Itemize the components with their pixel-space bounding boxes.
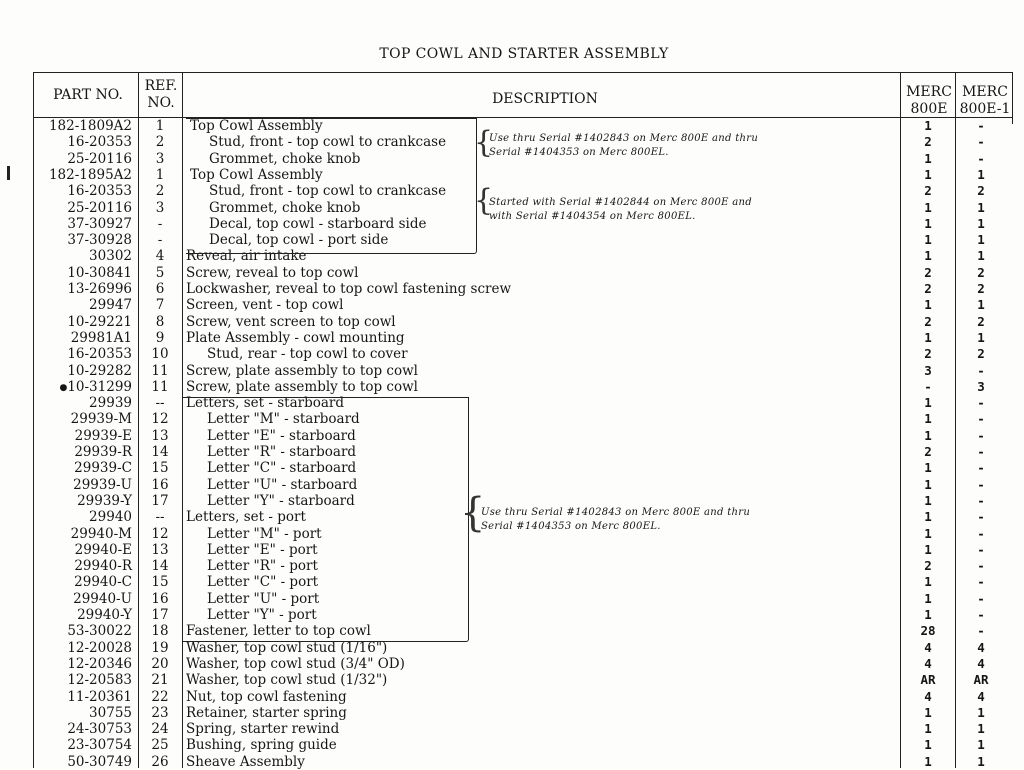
qty-merc-800e: 2 xyxy=(924,264,932,280)
ref-number: 22 xyxy=(151,688,169,705)
qty-merc-800e-1: 1 xyxy=(977,232,985,248)
qty-merc-800e-1: - xyxy=(977,444,985,459)
qty-merc-800e: - xyxy=(924,378,932,394)
qty-merc-800e-1: 1 xyxy=(977,199,985,215)
ref-number: 1 xyxy=(155,166,165,183)
table-row xyxy=(0,672,1024,688)
part-description: Screw, reveal to top cowl xyxy=(186,264,359,281)
ref-number: 12 xyxy=(151,525,169,542)
ref-number: 16 xyxy=(151,476,169,493)
qty-merc-800e: 3 xyxy=(924,362,932,378)
qty-merc-800e-1: 1 xyxy=(977,297,985,313)
ref-number: 15 xyxy=(151,460,169,477)
ref-number: 17 xyxy=(151,492,169,509)
table-row xyxy=(0,721,1024,737)
part-number: 24-30753 xyxy=(67,721,132,738)
part-number: 10-29282 xyxy=(67,362,132,379)
table-row xyxy=(0,477,1024,493)
qty-merc-800e: 1 xyxy=(924,460,932,476)
table-row xyxy=(0,460,1024,476)
table-row xyxy=(0,558,1024,574)
table-row xyxy=(0,346,1024,362)
part-number: 30755 xyxy=(89,704,132,721)
part-description: Washer, top cowl stud (1/16") xyxy=(186,639,388,656)
ref-number: 13 xyxy=(151,427,169,444)
qty-merc-800e: 1 xyxy=(924,737,932,753)
ref-number: 1 xyxy=(155,118,165,134)
ref-number: 12 xyxy=(151,411,169,428)
serial-note-3-line1: Use thru Serial #1402843 on Merc 800E and thru xyxy=(481,507,751,518)
part-number: 29939-E xyxy=(74,427,132,444)
qty-merc-800e-1: 2 xyxy=(977,313,985,329)
qty-merc-800e: 1 xyxy=(924,199,932,215)
qty-merc-800e-1: 1 xyxy=(977,753,985,769)
table-row xyxy=(0,330,1024,346)
part-number: 29981A1 xyxy=(70,329,132,346)
ref-number: - xyxy=(157,215,163,232)
header-merc1-line1: MERC xyxy=(906,84,952,100)
table-row xyxy=(0,640,1024,656)
qty-merc-800e-1: - xyxy=(977,476,985,492)
qty-merc-800e: 1 xyxy=(924,118,932,133)
table-row xyxy=(0,656,1024,672)
part-number: 50-30749 xyxy=(67,753,132,770)
part-number: 29940-C xyxy=(74,574,132,591)
group-box-2 xyxy=(182,397,469,642)
part-description: Screw, vent screen to top cowl xyxy=(186,313,396,330)
table-row xyxy=(0,379,1024,395)
table-row xyxy=(0,689,1024,705)
table-row xyxy=(0,591,1024,607)
qty-merc-800e: AR xyxy=(920,672,936,688)
qty-merc-800e: 1 xyxy=(924,574,932,590)
part-description: Washer, top cowl stud (1/32") xyxy=(186,672,388,689)
serial-note-1-line2: Serial #1404353 on Merc 800EL. xyxy=(489,147,669,158)
qty-merc-800e-1: 2 xyxy=(977,183,985,199)
part-number: 29940 xyxy=(89,509,132,526)
part-number: 37-30927 xyxy=(67,215,132,232)
qty-merc-800e: 1 xyxy=(924,232,932,248)
table-row xyxy=(0,297,1024,313)
part-number: 23-30754 xyxy=(67,737,132,754)
part-number: 11-20361 xyxy=(67,688,132,705)
part-description: Letter "M" - starboard xyxy=(207,411,360,428)
qty-merc-800e: 2 xyxy=(924,134,932,150)
qty-merc-800e-1: 1 xyxy=(977,215,985,231)
part-description: Lockwasher, reveal to top cowl fastening screw xyxy=(186,281,512,297)
qty-merc-800e-1: 1 xyxy=(977,329,985,345)
ref-number: -- xyxy=(155,395,165,412)
ref-number: 13 xyxy=(151,541,169,558)
part-number: 16-20353 xyxy=(67,134,132,151)
qty-merc-800e: 1 xyxy=(924,541,932,557)
part-description: Screw, plate assembly to top cowl xyxy=(186,362,418,379)
part-number: 12-20346 xyxy=(67,655,132,672)
qty-merc-800e: 2 xyxy=(924,183,932,199)
part-number: 30302 xyxy=(89,248,132,265)
qty-merc-800e: 1 xyxy=(924,297,932,313)
qty-merc-800e-1: - xyxy=(977,362,985,378)
qty-merc-800e: 2 xyxy=(924,444,932,459)
part-description: Letter "U" - port xyxy=(207,590,320,607)
ref-number: 15 xyxy=(151,574,169,591)
part-description: Spring, starter rewind xyxy=(186,721,340,738)
part-description: Nut, top cowl fastening xyxy=(186,688,347,705)
table-row xyxy=(0,754,1024,770)
part-number: 182-1895A2 xyxy=(48,166,132,183)
qty-merc-800e-1: - xyxy=(977,427,985,443)
part-description: Decal, top cowl - port side xyxy=(209,232,389,249)
table-row xyxy=(0,395,1024,411)
ref-number: 21 xyxy=(151,672,169,689)
part-number: 29939-U xyxy=(73,476,132,493)
part-description: Screw, plate assembly to top cowl xyxy=(186,378,418,395)
part-number: 25-20116 xyxy=(67,150,132,167)
qty-merc-800e: 1 xyxy=(924,215,932,231)
qty-merc-800e: 4 xyxy=(924,655,932,671)
table-row xyxy=(0,705,1024,721)
qty-merc-800e: 1 xyxy=(924,248,932,264)
part-number: 29940-R xyxy=(74,558,132,575)
qty-merc-800e-1: 4 xyxy=(977,639,985,655)
part-number: 29947 xyxy=(89,297,132,314)
qty-merc-800e-1: 1 xyxy=(977,166,985,182)
qty-merc-800e-1: AR xyxy=(973,672,989,688)
qty-merc-800e: 1 xyxy=(924,329,932,345)
part-number: 29939-M xyxy=(70,411,132,428)
qty-merc-800e: 1 xyxy=(924,427,932,443)
qty-merc-800e-1: 4 xyxy=(977,655,985,671)
qty-merc-800e: 1 xyxy=(924,704,932,720)
part-number: 12-20583 xyxy=(67,672,132,689)
part-number: 25-20116 xyxy=(67,199,132,216)
table-row xyxy=(0,232,1024,248)
table-row xyxy=(0,737,1024,753)
qty-merc-800e-1: - xyxy=(977,541,985,557)
header-ref-line2: NO. xyxy=(147,95,175,111)
ref-number: 5 xyxy=(155,264,165,281)
table-row xyxy=(0,248,1024,264)
qty-merc-800e: 1 xyxy=(924,525,932,541)
qty-merc-800e-1: 1 xyxy=(977,704,985,720)
ref-number: 7 xyxy=(155,297,165,314)
qty-merc-800e: 1 xyxy=(924,166,932,182)
group-box-1 xyxy=(186,118,477,254)
qty-merc-800e-1: 2 xyxy=(977,281,985,296)
serial-note-2 xyxy=(489,196,752,224)
ref-number: 8 xyxy=(155,313,165,330)
qty-merc-800e-1: 1 xyxy=(977,737,985,753)
qty-merc-800e-1: - xyxy=(977,525,985,541)
part-description: Retainer, starter spring xyxy=(186,704,347,721)
ref-number: 2 xyxy=(155,183,165,200)
qty-merc-800e-1: 1 xyxy=(977,721,985,737)
qty-merc-800e-1: - xyxy=(977,623,985,639)
table-row xyxy=(0,411,1024,427)
part-description: Screen, vent - top cowl xyxy=(186,297,344,314)
table-row xyxy=(0,542,1024,558)
qty-merc-800e: 2 xyxy=(924,313,932,329)
part-number: 10-29221 xyxy=(67,313,132,330)
part-description: Stud, rear - top cowl to cover xyxy=(207,346,408,363)
serial-note-3-line2: Serial #1404353 on Merc 800EL. xyxy=(481,521,661,532)
qty-merc-800e: 1 xyxy=(924,395,932,411)
part-number: 10-30841 xyxy=(67,264,132,281)
qty-merc-800e-1: - xyxy=(977,150,985,166)
part-number: 182-1809A2 xyxy=(48,118,132,134)
part-number: 29939-Y xyxy=(77,492,132,509)
part-number: 37-30928 xyxy=(67,232,132,249)
part-number: 29940-E xyxy=(74,541,132,558)
header-ref-no xyxy=(140,79,182,111)
table-row xyxy=(0,363,1024,379)
ref-number: -- xyxy=(155,509,165,526)
serial-note-3 xyxy=(481,506,750,534)
part-description: Decal, top cowl - starboard side xyxy=(209,215,427,232)
part-description: Plate Assembly - cowl mounting xyxy=(186,329,405,346)
qty-merc-800e: 2 xyxy=(924,558,932,574)
page-title: TOP COWL AND STARTER ASSEMBLY xyxy=(379,46,669,62)
part-description: Grommet, choke knob xyxy=(209,150,361,167)
part-description: Letter "M" - port xyxy=(207,525,322,542)
part-number: 53-30022 xyxy=(67,623,132,640)
qty-merc-800e-1: 2 xyxy=(977,346,985,362)
part-description: Letter "U" - starboard xyxy=(207,476,358,493)
header-merc1-line2: 800E xyxy=(910,101,948,117)
qty-merc-800e: 1 xyxy=(924,721,932,737)
serial-note-1 xyxy=(489,132,758,160)
ref-number: 11 xyxy=(151,362,169,379)
ref-number: - xyxy=(157,232,163,249)
part-description: Top Cowl Assembly xyxy=(190,118,323,134)
part-description: Top Cowl Assembly xyxy=(190,166,323,183)
part-number: 16-20353 xyxy=(67,183,132,200)
qty-merc-800e: 1 xyxy=(924,509,932,525)
ref-number: 23 xyxy=(151,704,169,721)
ref-number: 14 xyxy=(151,444,169,460)
qty-merc-800e-1: 4 xyxy=(977,688,985,704)
part-description: Letter "Y" - port xyxy=(207,607,317,623)
qty-merc-800e: 4 xyxy=(924,639,932,655)
table-top-border xyxy=(33,72,1013,73)
table-row xyxy=(0,607,1024,623)
part-description: Fastener, letter to top cowl xyxy=(186,623,371,640)
table-row xyxy=(0,281,1024,297)
part-description: Grommet, choke knob xyxy=(209,199,361,216)
qty-merc-800e-1: 2 xyxy=(977,264,985,280)
ref-number: 24 xyxy=(151,721,169,738)
table-row xyxy=(0,444,1024,460)
part-description: Washer, top cowl stud (3/4" OD) xyxy=(186,655,405,672)
qty-merc-800e: 1 xyxy=(924,150,932,166)
qty-merc-800e: 1 xyxy=(924,476,932,492)
ref-number: 25 xyxy=(151,737,169,754)
part-number: 29940-Y xyxy=(77,607,132,623)
part-number: ● 10-31299 xyxy=(59,379,132,397)
qty-merc-800e: 2 xyxy=(924,281,932,296)
part-number: 29939-R xyxy=(74,444,132,460)
qty-merc-800e-1: - xyxy=(977,411,985,427)
part-description: Stud, front - top cowl to crankcase xyxy=(209,183,447,200)
serial-note-2-line2: with Serial #1404354 on Merc 800EL. xyxy=(489,211,696,222)
qty-merc-800e-1: - xyxy=(977,590,985,606)
part-description: Letter "Y" - starboard xyxy=(207,492,355,509)
ref-number: 4 xyxy=(155,248,165,265)
ref-number: 16 xyxy=(151,590,169,607)
part-description: Letter "C" - port xyxy=(207,574,319,591)
qty-merc-800e-1: - xyxy=(977,118,985,133)
part-number: 12-20028 xyxy=(67,639,132,656)
header-merc2-line2: 800E-1 xyxy=(959,101,1011,117)
qty-merc-800e: 1 xyxy=(924,590,932,606)
header-merc2-line1: MERC xyxy=(962,84,1008,100)
qty-merc-800e: 1 xyxy=(924,607,932,622)
part-description: Letter "R" - port xyxy=(207,558,318,575)
header-description: DESCRIPTION xyxy=(492,91,598,107)
header-merc-800e-1 xyxy=(955,85,1015,117)
qty-merc-800e: 4 xyxy=(924,688,932,704)
margin-mark xyxy=(7,166,10,180)
qty-merc-800e-1: - xyxy=(977,460,985,476)
qty-merc-800e-1: - xyxy=(977,607,985,622)
qty-merc-800e-1: - xyxy=(977,492,985,508)
header-part-no: PART NO. xyxy=(53,87,123,103)
table-row xyxy=(0,428,1024,444)
part-description: Reveal, air intake xyxy=(186,248,307,265)
ref-number: 26 xyxy=(151,753,169,770)
part-description: Letter "E" - port xyxy=(207,541,318,558)
ref-number: 3 xyxy=(155,150,165,167)
ref-number: 9 xyxy=(155,329,165,346)
table-row xyxy=(0,265,1024,281)
part-number: 13-26996 xyxy=(67,281,132,297)
qty-merc-800e-1: - xyxy=(977,134,985,150)
brace-note-2: { xyxy=(474,183,494,218)
ref-number: 18 xyxy=(151,623,169,640)
header-ref-line1: REF. xyxy=(144,78,178,94)
part-description: Stud, front - top cowl to crankcase xyxy=(209,134,447,151)
qty-merc-800e: 1 xyxy=(924,492,932,508)
ref-number: 20 xyxy=(151,655,169,672)
ref-number: 10 xyxy=(151,346,169,363)
serial-note-2-line1: Started with Serial #1402844 on Merc 800E and xyxy=(489,197,752,208)
part-number: 29939-C xyxy=(74,460,132,477)
qty-merc-800e: 28 xyxy=(920,623,936,639)
ref-number: 6 xyxy=(155,281,165,297)
qty-merc-800e-1: - xyxy=(977,395,985,411)
part-description: Bushing, spring guide xyxy=(186,737,337,754)
part-number: 16-20353 xyxy=(67,346,132,363)
part-description: Letter "R" - starboard xyxy=(207,444,357,460)
part-description: Sheave Assembly xyxy=(186,753,305,770)
ref-number: 14 xyxy=(151,558,169,575)
part-number: 29939 xyxy=(89,395,132,412)
ref-number: 19 xyxy=(151,639,169,656)
qty-merc-800e: 1 xyxy=(924,753,932,769)
part-number: 29940-M xyxy=(70,525,132,542)
ref-number: 17 xyxy=(151,607,169,623)
ref-number: 3 xyxy=(155,199,165,216)
table-row xyxy=(0,623,1024,639)
table-row xyxy=(0,574,1024,590)
part-description: Letters, set - port xyxy=(186,509,306,526)
table-row xyxy=(0,314,1024,330)
qty-merc-800e-1: 3 xyxy=(977,378,985,394)
header-merc-800e xyxy=(902,85,956,117)
qty-merc-800e-1: - xyxy=(977,558,985,574)
qty-merc-800e-1: - xyxy=(977,509,985,525)
qty-merc-800e-1: 1 xyxy=(977,248,985,264)
part-number: 29940-U xyxy=(73,590,132,607)
part-description: Letter "E" - starboard xyxy=(207,427,356,444)
part-description: Letters, set - starboard xyxy=(186,395,345,412)
brace-note-1: { xyxy=(474,125,494,160)
serial-note-1-line1: Use thru Serial #1402843 on Merc 800E and thru xyxy=(489,133,759,144)
ref-number: 2 xyxy=(155,134,165,151)
brace-note-3: { xyxy=(460,490,486,536)
qty-merc-800e-1: - xyxy=(977,574,985,590)
qty-merc-800e: 1 xyxy=(924,411,932,427)
table-row xyxy=(0,167,1024,183)
part-description: Letter "C" - starboard xyxy=(207,460,357,477)
ref-number: 11 xyxy=(151,378,169,395)
qty-merc-800e: 2 xyxy=(924,346,932,362)
